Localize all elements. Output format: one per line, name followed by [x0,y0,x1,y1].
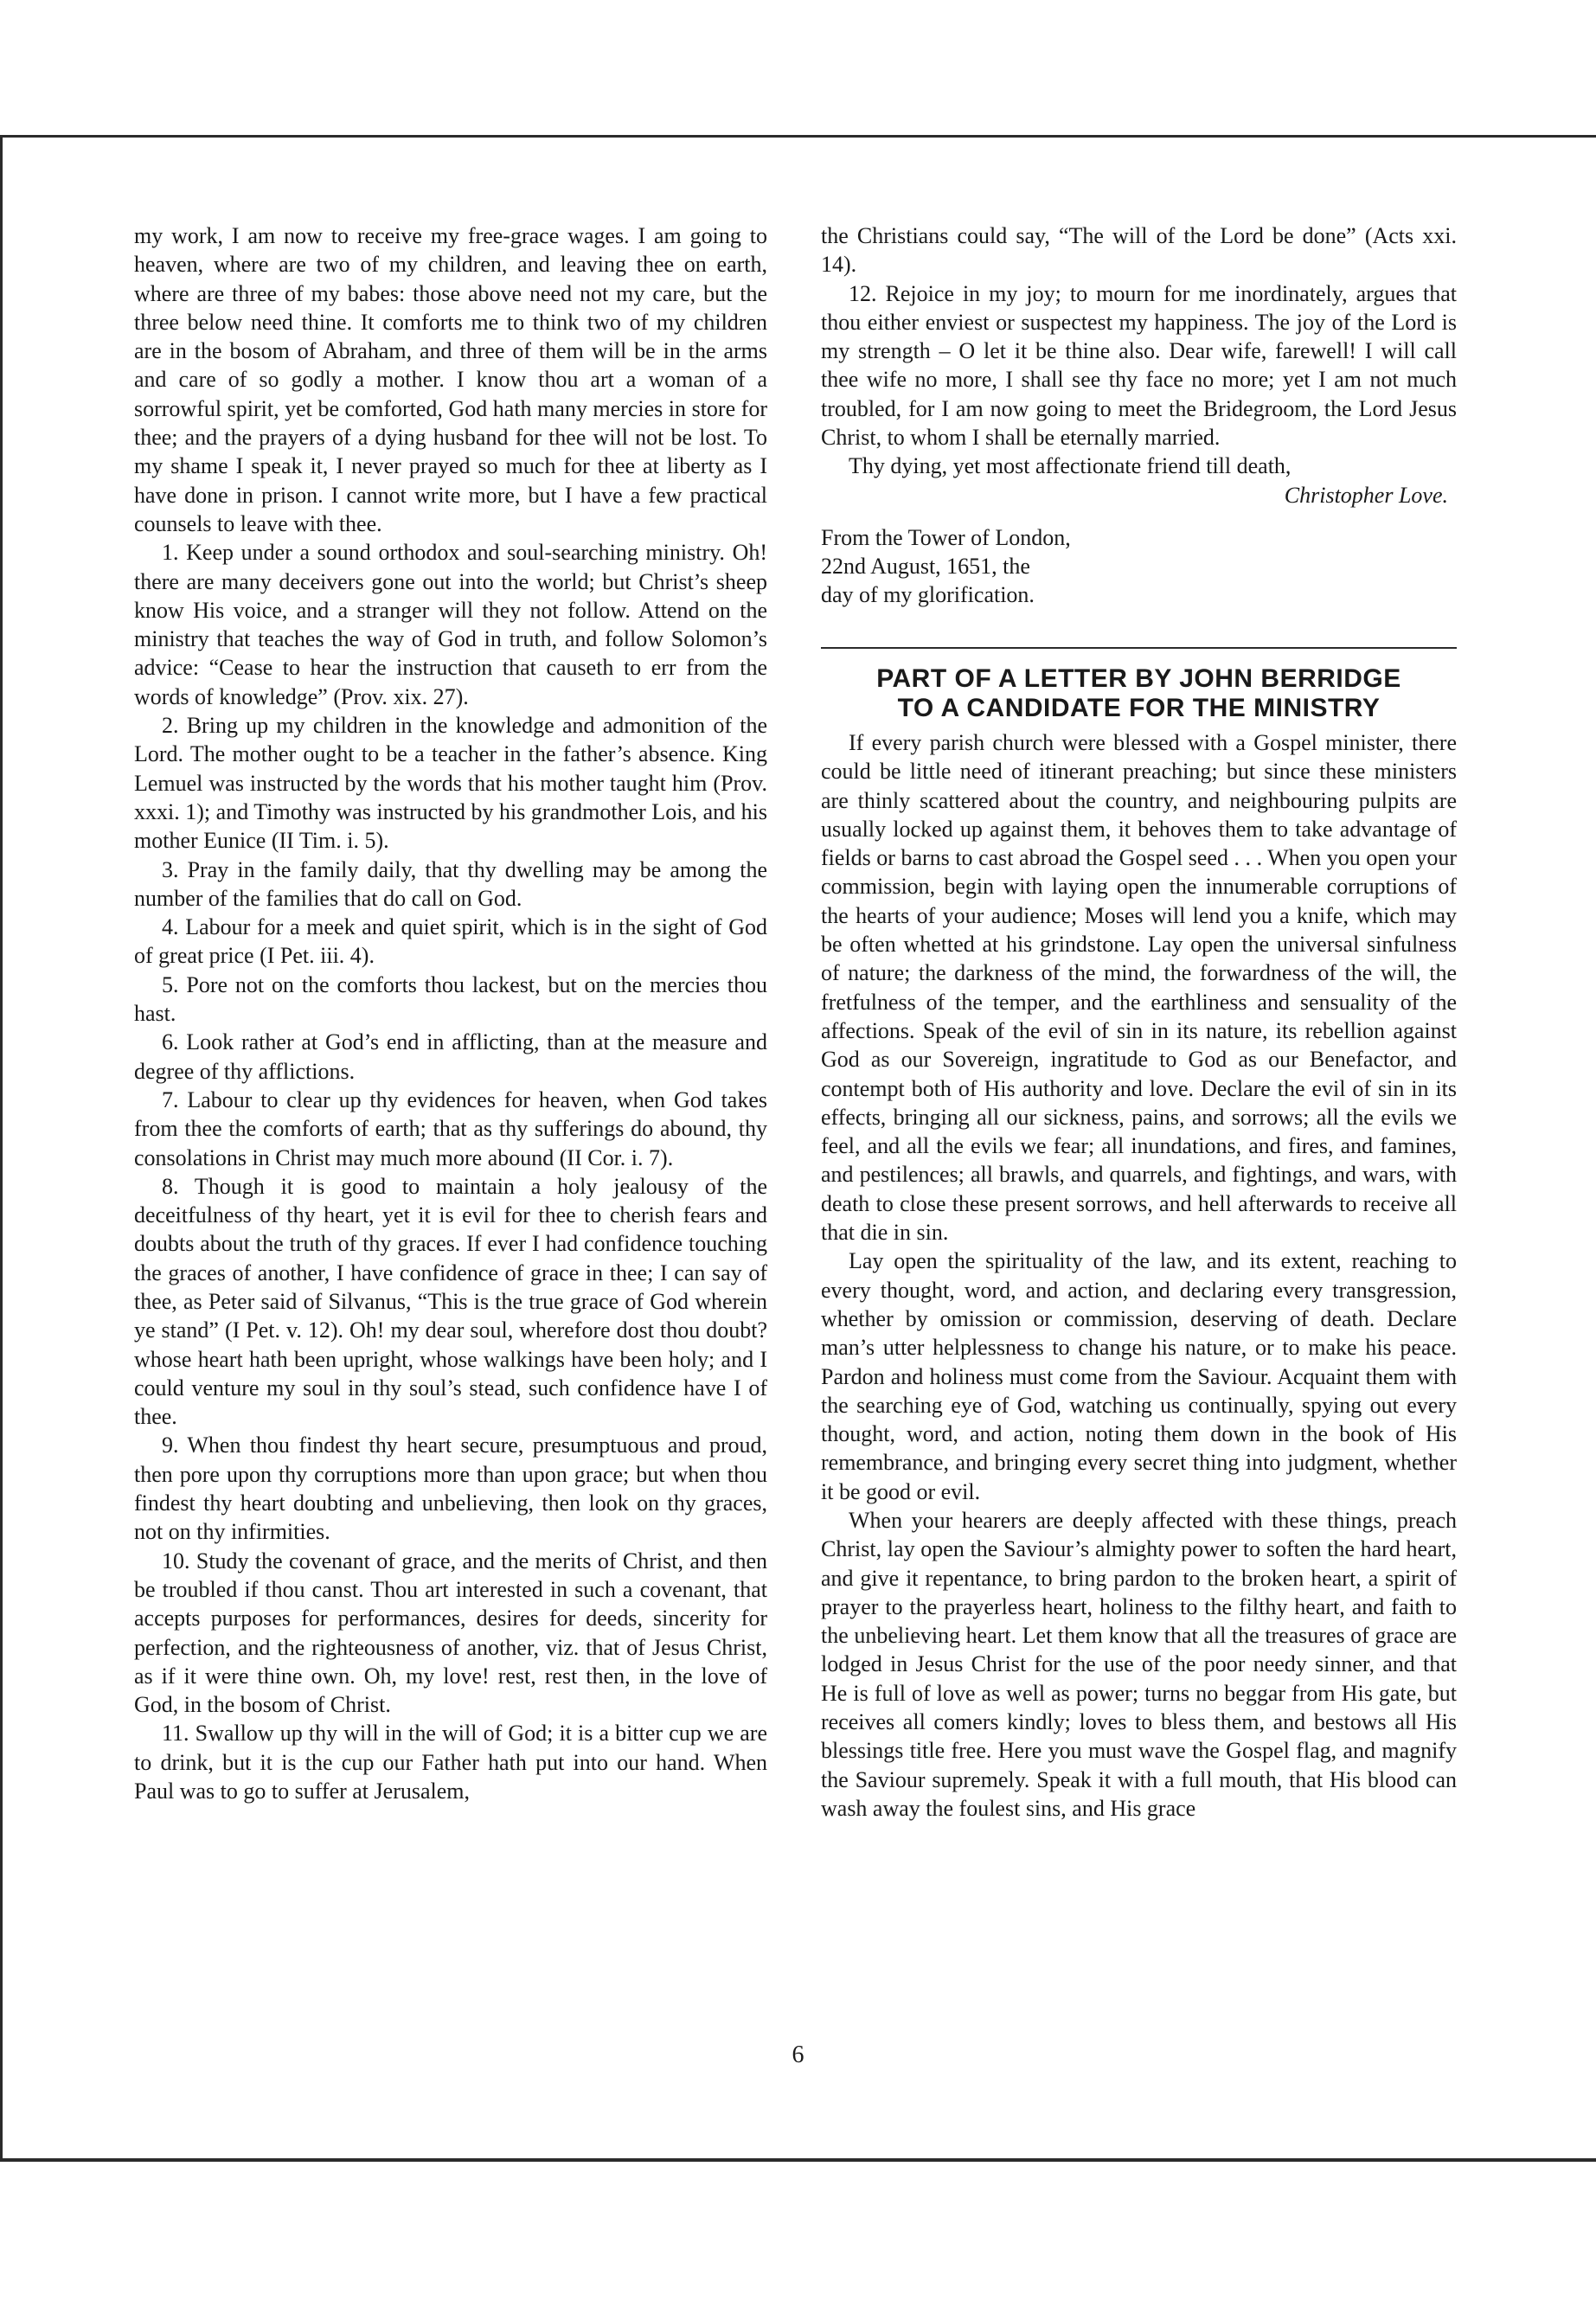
counsel-item-6: 6. Look rather at God’s end in afflicting, than at the measure and degree of thy afflictions. [134,1029,767,1084]
signature: Christopher Love. [1284,482,1448,508]
section-title-line: PART OF A LETTER BY JOHN BERRIDGE [876,663,1401,693]
counsel-item-7: 7. Labour to clear up thy evidences for heaven, when God takes from thee the comforts of earth; that as thy sufferings do abound, thy consolations in Christ may much more abound (II Cor. i. 7). [134,1086,767,1170]
counsel-item-4: 4. Labour for a meek and quiet spirit, which is in the sight of God of great price (I Pet. iii. 4). [134,914,767,969]
page-number: 6 [792,2041,804,2068]
counsel-item-12: 12. Rejoice in my joy; to mourn for me inordinately, argues that thou either enviest or suspectest my happiness. The joy of the Lord is my strength – O let it be thine also. Dear wife, farewell! I will call thee wife no more, I shall see thy face no more; yet I am not much troubled, for I am now going to meet the Bridegroom, the Lord Jesus Christ, to whom I shall be eternally married. [821,280,1457,451]
counsel-item-1: 1. Keep under a sound orthodox and soul-searching ministry. Oh! there are many deceivers gone out into the world; but Christ’s sheep know His voice, and a stranger will they not follow. Attend on the ministry that teaches the way of God in truth, and follow Solomon’s advice: “Cease to hear the instruction that causeth to err from the words of knowledge” (Prov. xix. 27). [134,540,767,709]
section-paragraph: If every parish church were blessed with a Gospel minister, there could be little need of itinerant preaching; but since these ministers are thinly scattered about the country, and neighbouring pulpits are usually locked up against them, it behoves them to take advantage of fields or barns to cast abroad the Gospel seed . . . When you open your commission, begin with laying open the innumerable corruptions of the hearts of your audience; Moses will lend you a knife, which may be often whetted at his grindstone. Lay open the universal sinfulness of nature; the darkness of the mind, the forwardness of the will, the fretfulness of the temper, and the earthliness and sensuality of the affections. Speak of the evil of sin in its nature, its rebellion against God as our Sovereign, ingratitude to God as our Benefactor, and contempt both of His authority and love. Declare the evil of sin in its effects, bringing all our sickness, pains, and sorrows; all the evils we feel, and all the evils we fear; all inundations, and fires, and famines, and pestilences; all brawls, and quarrels, and fightings, and wars, with death to close these present sorrows, and hell afterwards to receive all that die in sin. [821,729,1457,1246]
top-border-rule [0,135,1596,138]
counsel-item-9: 9. When thou findest thy heart secure, presumptuous and proud, then pore upon thy corruptions more than upon grace; but when thou findest thy heart doubting and unbelieving, then look on thy graces, not on thy infirmities. [134,1433,767,1545]
left-column [134,221,767,1805]
left-border-rule [0,137,3,2160]
counsel-item-8: 8. Though it is good to maintain a holy jealousy of the deceitfulness of thy heart, yet it is evil for thee to cherish fears and doubts about the truth of thy graces. If ever I had confidence touching the graces of another, I have confidence of grace in thee; I can say of thee, as Peter said of Silvanus, “This is the true grace of God wherein ye stand” (I Pet. v. 12). Oh! my dear soul, wherefore dost thou doubt? whose heart hath been upright, whose walkings have been holy; and I could venture my soul in thy soul’s stead, such confidence have I of thee. [134,1173,767,1430]
section-title [821,664,1457,723]
dateline-line: day of my glorification. [821,581,1035,607]
counsel-item-10: 10. Study the covenant of grace, and the merits of Christ, and then be troubled if thou canst. Thou art interested in such a covenant, that accepts purposes for performances, desires for deeds, sincerity for perfection, and the righteousness of another, viz. that of Jesus Christ, as if it were thine own. Oh, my love! rest, rest then, in the love of God, in the bosom of Christ. [134,1548,767,1718]
counsel-item-3: 3. Pray in the family daily, that thy dwelling may be among the number of the families that do call on God. [134,856,767,911]
letter-continuation: the Christians could say, “The will of the Lord be done” (Acts xxi. 14). [821,223,1457,278]
counsel-item-11: 11. Swallow up thy will in the will of God; it is a bitter cup we are to drink, but it is the cup our Father hath put into our hand. When Paul was to go to suffer at Jerusalem, [134,1721,767,1804]
right-column [821,221,1457,1823]
letter-paragraph: my work, I am now to receive my free-grace wages. I am going to heaven, where are two of my children, and leaving thee on earth, where are three of my babes: those above need not my care, but the three below need thine. It comforts me to think two of my children are in the bosom of Abraham, and three of them will be in the arms and care of so godly a mother. I know thou art a woman of a sorrowful spirit, yet be comforted, God hath many mercies in store for thee; and the prayers of a dying husband for thee will not be lost. To my shame I speak it, I never prayed so much for thee at liberty as I have done in prison. I cannot write more, but I have a few practical counsels to leave with thee. [134,223,767,536]
bottom-border-rule [0,2158,1596,2162]
counsel-item-5: 5. Pore not on the comforts thou lackest, but on the mercies thou hast. [134,971,767,1027]
closing-line: Thy dying, yet most affectionate friend till death, [849,453,1292,479]
dateline [821,523,1457,609]
dateline-line: 22nd August, 1651, the [821,553,1030,579]
section-title-line: TO A CANDIDATE FOR THE MINISTRY [897,693,1381,722]
counsel-item-2: 2. Bring up my children in the knowledge and admonition of the Lord. The mother ought to be a teacher in the father’s absence. King Lemuel was instructed by the words that his mother taught him (Prov. xxxi. 1); and Timothy was instructed by his grandmother Lois, and his mother Eunice (II Tim. i. 5). [134,713,767,854]
section-paragraph: Lay open the spirituality of the law, and its extent, reaching to every thought, word, and action, and declaring every transgression, whether by omission or commission, deserving of death. Declare man’s utter helplessness to change his nature, or to make his peace. Pardon and holiness must come from the Saviour. Acquaint them with the searching eye of God, watching us continually, spying out every thought, word, and action, noting them down in the book of His remembrance, and bringing every secret thing into judgment, whether it be good or evil. [821,1248,1457,1504]
section-divider [821,647,1457,649]
dateline-line: From the Tower of London, [821,524,1071,550]
section-paragraph: When your hearers are deeply affected with these things, preach Christ, lay open the Saviour’s almighty power to soften the hard heart, and give it repentance, to bring pardon to the broken heart, a spirit of prayer to the prayerless heart, holiness to the filthy heart, and faith to the unbelieving heart. Let them know that all the treasures of grace are lodged in Jesus Christ for the use of the poor needy sinner, and that He is full of love as well as power; turns no beggar from His gate, but receives all comers kindly; loves to bless them, and bestows all His blessings title free. Here you must wave the Gospel flag, and magnify the Saviour supremely. Speak it with a full mouth, that His blood can wash away the foulest sins, and His grace [821,1507,1457,1821]
